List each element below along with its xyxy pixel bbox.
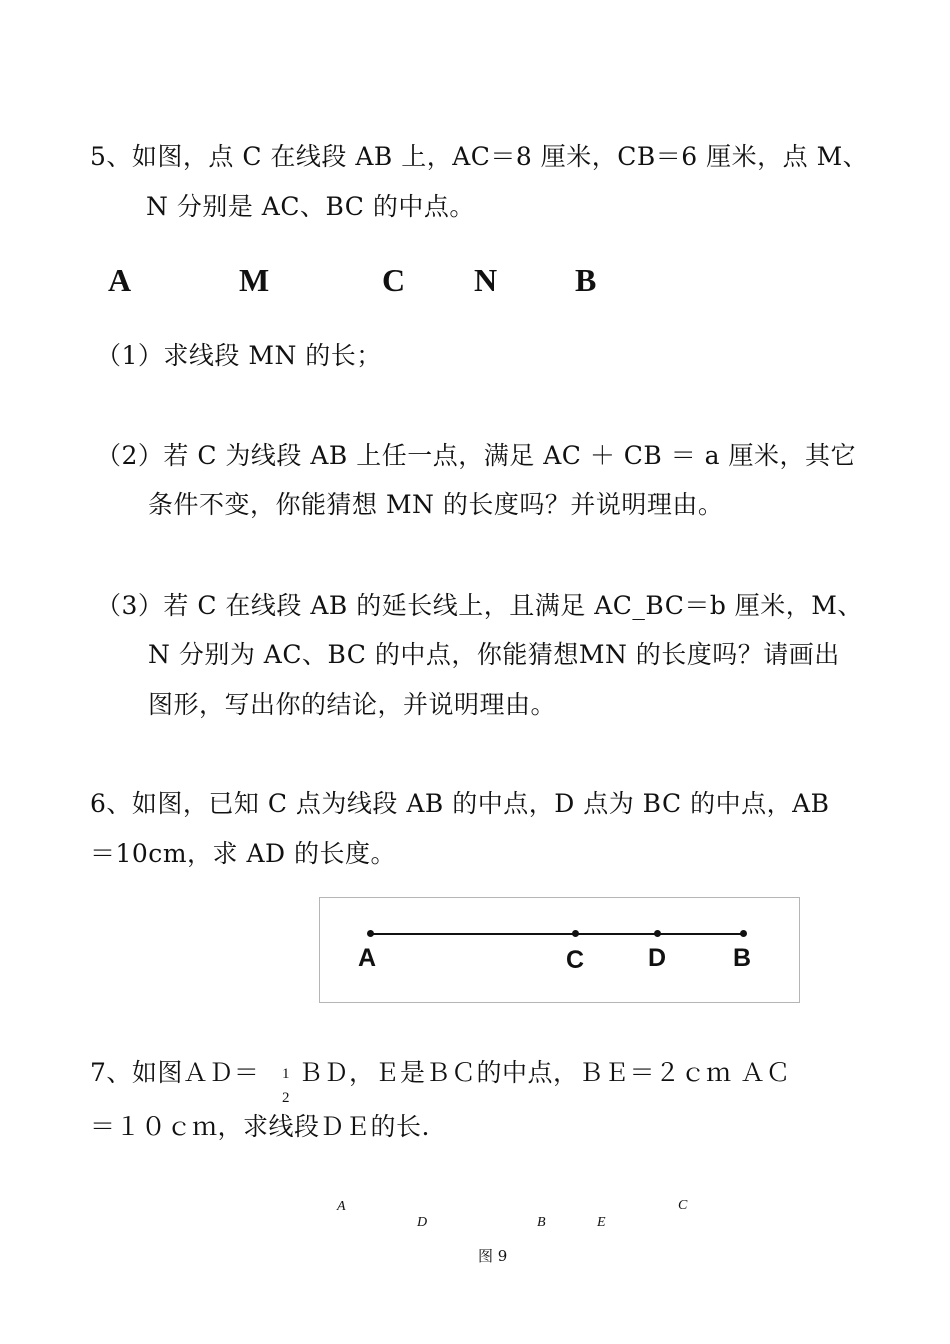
- q7-figure-label: C: [678, 1198, 688, 1213]
- q7-line-1-end: ＢＤ，Ｅ是ＢＣ的中点，ＢＥ＝２ｃｍ ＡＣ: [298, 1058, 791, 1087]
- q6-point-a-dot: [367, 930, 374, 937]
- figure-caption: 图 9: [478, 1247, 508, 1265]
- q7-fraction-denominator: 2: [282, 1090, 290, 1106]
- q5-sub-question-3-line-2: N 分别为 AC、BC 的中点，你能猜想MN 的长度吗？请画出: [148, 640, 840, 669]
- q5-line-2: N 分别是 AC、BC 的中点。: [146, 192, 475, 221]
- q6-figure-label: C: [566, 946, 585, 974]
- q5-point-label: B: [575, 262, 597, 298]
- q6-figure-label: A: [358, 944, 377, 972]
- q5-point-label: M: [239, 262, 270, 298]
- q7-line-2: ＝１０ｃｍ，求线段ＤＥ的长.: [90, 1112, 430, 1141]
- q5-point-label: A: [108, 262, 132, 298]
- q5-sub-question-1: （1）求线段 MN 的长；: [96, 341, 382, 370]
- q7-figure-label: D: [417, 1215, 428, 1230]
- q5-sub-question-3-line-3: 图形，写出你的结论，并说明理由。: [148, 690, 557, 719]
- q7-line-1-start: 7、如图ＡＤ＝: [90, 1058, 260, 1087]
- q5-sub-question-3-line-1: （3）若 C 在线段 AB 的延长线上，且满足 AC_BC＝b 厘米，M、: [96, 591, 863, 620]
- q6-line-segment: [370, 933, 743, 935]
- q5-sub-question-2-line-1: （2）若 C 为线段 AB 上任一点，满足 AC ＋ CB ＝ a 厘米，其它: [96, 441, 857, 470]
- q6-figure-label: D: [648, 944, 667, 972]
- q7-fraction-numerator: 1: [282, 1066, 290, 1082]
- q5-sub-question-2-line-2: 条件不变，你能猜想 MN 的长度吗？并说明理由。: [148, 490, 724, 519]
- q7-figure-label: E: [597, 1215, 606, 1230]
- q6-figure-label: B: [733, 944, 752, 972]
- q6-line-2: ＝10cm，求 AD 的长度。: [90, 839, 397, 868]
- q7-figure-label: B: [537, 1215, 546, 1230]
- q6-point-c-dot: [572, 930, 579, 937]
- q6-point-b-dot: [740, 930, 747, 937]
- q6-figure-frame: [319, 897, 800, 1003]
- q5-point-label: C: [382, 262, 406, 298]
- q7-figure-label: A: [337, 1199, 346, 1214]
- q5-point-label: N: [474, 262, 498, 298]
- q6-line-1: 6、如图，已知 C 点为线段 AB 的中点，D 点为 BC 的中点，AB: [90, 789, 830, 818]
- q5-line-1: 5、如图，点 C 在线段 AB 上，AC＝8 厘米，CB＝6 厘米，点 M、: [90, 142, 869, 171]
- q6-point-d-dot: [654, 930, 661, 937]
